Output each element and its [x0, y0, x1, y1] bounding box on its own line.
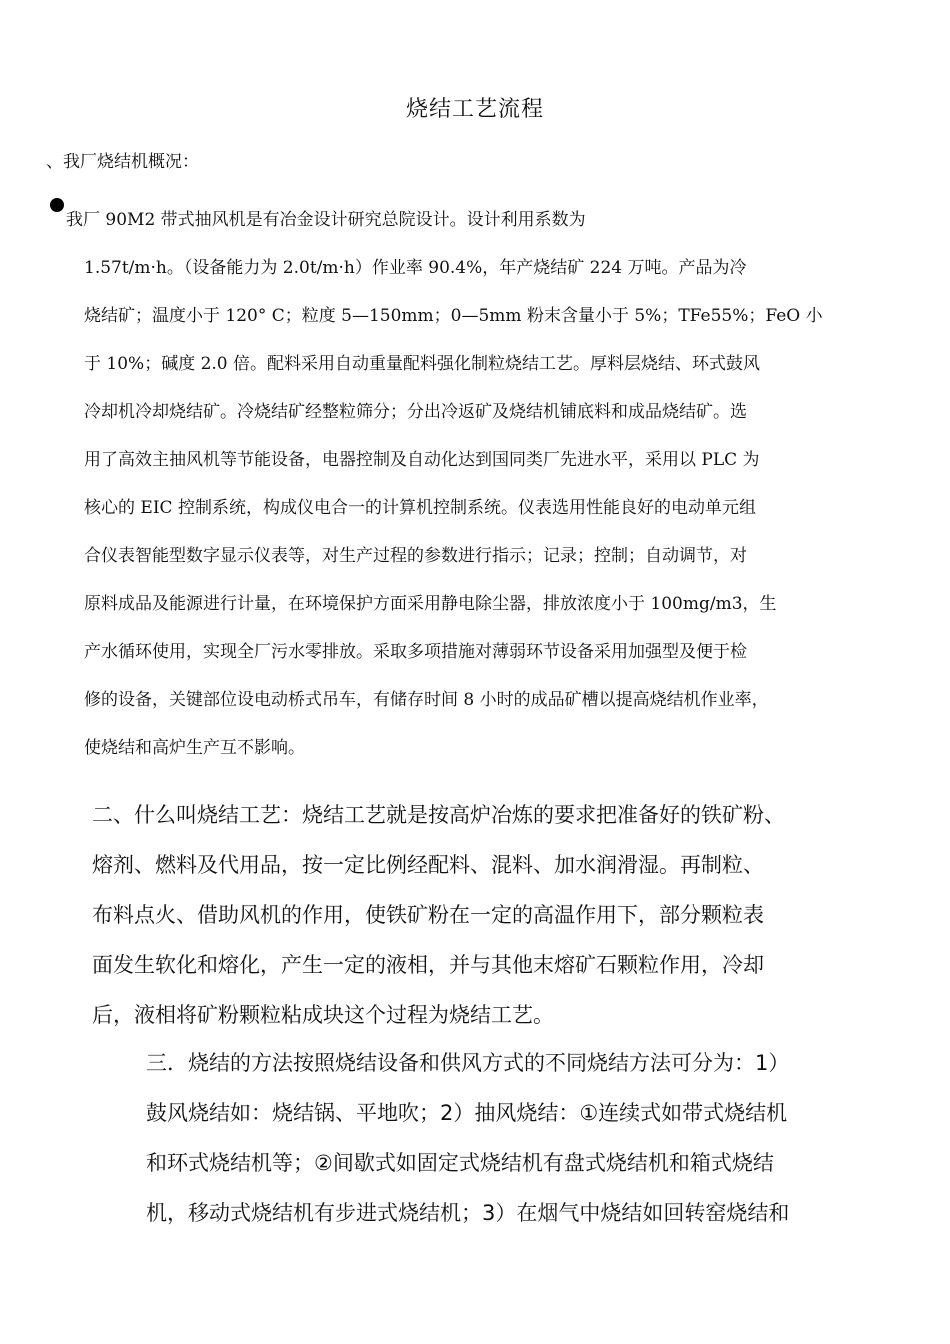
paragraph-line: 布料点火、借助风机的作用，使铁矿粉在一定的高温作用下，部分颗粒表	[92, 903, 764, 927]
paragraph-line: 1.57t/m·h。（设备能力为 2.0t/m·h）作业率 90.4%，年产烧结矿 224 万吨。产品为冷	[84, 258, 747, 278]
paragraph-line: 冷却机冷却烧结矿。冷烧结矿经整粒筛分；分出冷返矿及烧结机铺底料和成品烧结矿。选	[84, 402, 747, 422]
paragraph-line: 鼓风烧结如：烧结锅、平地吹；2）抽风烧结：①连续式如带式烧结机	[146, 1101, 788, 1125]
paragraph-line: 合仪表智能型数字显示仪表等，对生产过程的参数进行指示；记录；控制；自动调节，对	[84, 546, 747, 566]
section3-paragraph	[146, 1038, 896, 1238]
paragraph-line: 熔剂、燃料及代用品，按一定比例经配料、混料、加水润滑湿。再制粒、	[92, 853, 764, 877]
paragraph-line: 核心的 EIC 控制系统，构成仪电合一的计算机控制系统。仪表选用性能良好的电动单元组	[84, 498, 756, 518]
paragraph-line: 机，移动式烧结机有步进式烧结机；3）在烟气中烧结如回转窑烧结和	[146, 1201, 790, 1225]
paragraph-line: 后，液相将矿粉颗粒粘成块这个过程为烧结工艺。	[92, 1003, 554, 1027]
section1-paragraph	[66, 196, 890, 772]
paragraph-line: 我厂 90M2 带式抽风机是有冶金设计研究总院设计。设计利用系数为	[66, 210, 586, 230]
section2-paragraph	[92, 790, 892, 1040]
paragraph-line: 烧结矿；温度小于 120° C；粒度 5—150mm；0—5mm 粉末含量小于 5%；TFe55%；FeO 小	[84, 306, 823, 326]
paragraph-line: 于 10%；碱度 2.0 倍。配料采用自动重量配料强化制粒烧结工艺。厚料层烧结、环式鼓风	[84, 354, 761, 374]
paragraph-line: 用了高效主抽风机等节能设备，电器控制及自动化达到国同类厂先进水平，采用以 PLC 为	[84, 450, 760, 470]
paragraph-line: 使烧结和高炉生产互不影响。	[84, 738, 305, 758]
paragraph-line: 面发生软化和熔化，产生一定的液相，并与其他末熔矿石颗粒作用，冷却	[92, 953, 764, 977]
paragraph-line: 产水循环使用，实现全厂污水零排放。采取多项措施对薄弱环节设备采用加强型及便于检	[84, 642, 747, 662]
document-title: 烧结工艺流程	[405, 97, 544, 122]
paragraph-line: 修的设备，关键部位设电动桥式吊车，有储存时间 8 小时的成品矿槽以提高烧结机作业率，	[84, 690, 769, 710]
paragraph-line: 三．烧结的方法按照烧结设备和供风方式的不同烧结方法可分为：1）	[146, 1051, 790, 1075]
paragraph-line: 原料成品及能源进行计量，在环境保护方面采用静电除尘器，排放浓度小于 100mg/m3，生	[84, 594, 777, 614]
bullet-icon	[50, 198, 64, 212]
section1-heading: 、我厂烧结机概况：	[46, 152, 199, 172]
paragraph-line: 二、什么叫烧结工艺：烧结工艺就是按高炉冶炼的要求把准备好的铁矿粉、	[92, 803, 785, 827]
paragraph-line: 和环式烧结机等；②间歇式如固定式烧结机有盘式烧结机和箱式烧结	[146, 1151, 774, 1175]
